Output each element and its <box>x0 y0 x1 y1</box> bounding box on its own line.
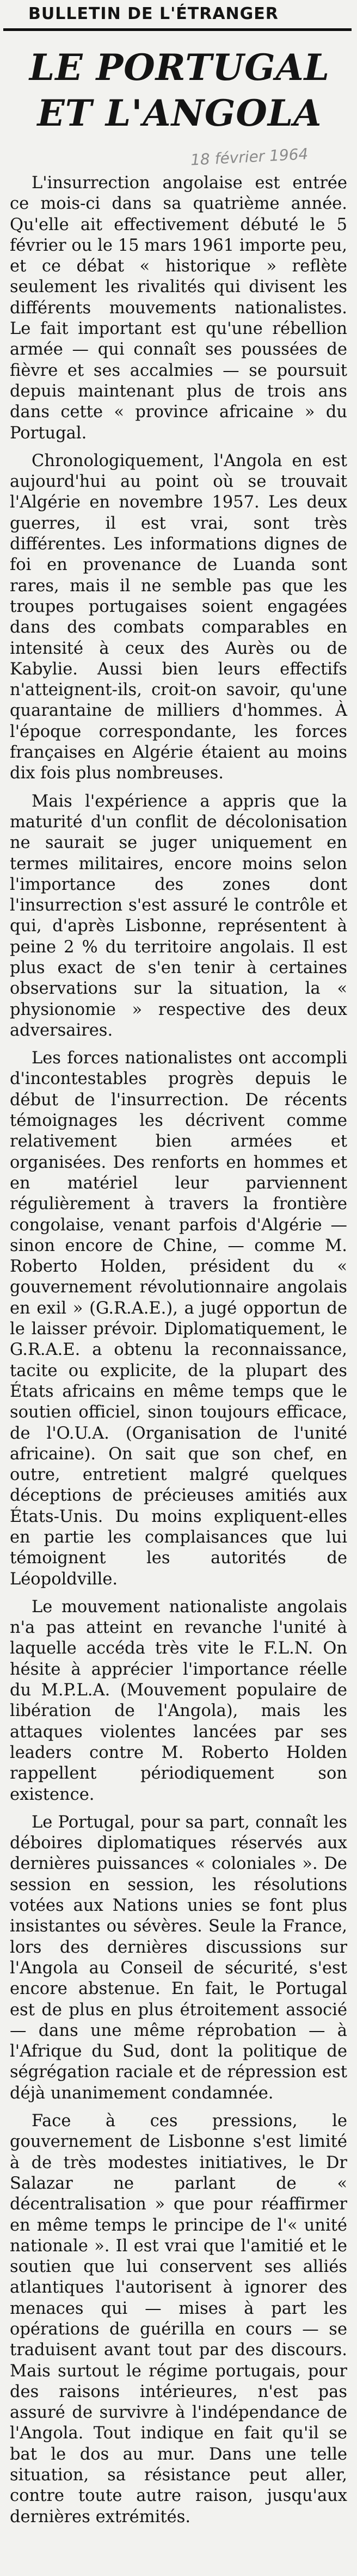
headline-line-1: LE PORTUGAL <box>29 46 330 89</box>
paragraph-3: Mais l'expérience a appris que la maturité d'un conflit de décolonisation ne saurait se juger uniquement en termes militaires, encore moins selon l'importance des zones dont l'insurrection s'est assuré le contrôle et qui, d'après Lisbonne, représentent à peine 2 % du territoire angolais. Il est plus exact de s'en tenir à certaines observations sur la situation, la « physionomie » respective des deux adversaires. <box>10 791 347 1040</box>
article-body <box>10 173 347 2535</box>
paragraph-2: Chronologiquement, l'Angola en est aujourd'hui au point où se trouvait l'Algérie en novembre 1957. Les deux guerres, il est vrai, sont très différentes. Les informations dignes de foi en provenance de Luanda sont rares, mais il ne semble pas que les troupes portugaises soient engagées dans des combats comparables en intensité à ceux des Aurès ou de Kabylie. Aussi bien leurs effectifs n'atteignent-ils, croit-on savoir, qu'une quarantaine de milliers d'hommes. À l'époque correspondante, les forces françaises en Algérie étaient au moins dix fois plus nombreuses. <box>10 451 347 783</box>
section-rubric: BULLETIN DE L'ÉTRANGER <box>28 4 279 23</box>
paragraph-6: Le Portugal, pour sa part, connaît les déboires diplomatiques réservés aux dernières puissances « coloniales ». De session en session, les résolutions votées aux Nations unies se font plus insistantes ou sévères. Seule la France, lors des dernières discussions sur l'Angola au Conseil de sécurité, s'est encore abstenue. En fait, le Portugal est de plus en plus étroitement associé — dans une même réprobation — à l'Afrique du Sud, dont la politique de ségrégation raciale et de répression est déjà unanimement condamnée. <box>10 1812 347 2103</box>
paragraph-1: L'insurrection angolaise est entrée ce mois-ci dans sa quatrième année. Qu'elle ait effectivement débuté le 5 février ou le 15 mars 1961 importe peu, et ce débat « historique » reflète seulement les rivalités qui divisent les différents mouvements nationalistes. Le fait important est qu'une rébellion armée — qui connaît ses poussées de fièvre et ses accalmies — se poursuit depuis maintenant plus de trois ans dans cette « province africaine » du Portugal. <box>10 174 347 443</box>
paragraph-4: Les forces nationalistes ont accompli d'incontestables progrès depuis le début de l'insurrection. De récents témoignages les décrivent comme relativement bien armées et organisées. Des renforts en hommes et en matériel leur parviennent régulièrement à travers la frontière congolaise, venant parfois d'Algérie — sinon encore de Chine, — comme M. Roberto Holden, président du « gouvernement révolutionnaire angolais en exil » (G.R.A.E.), a jugé opportun de le laisser prévoir. Diplomatiquement, le G.R.A.E. a obtenu la reconnaissance, tacite ou explicite, de la plupart des États africains en même temps que le soutien officiel, sinon toujours efficace, de l'O.U.A. (Organisation de l'unité africaine). On sait que son chef, en outre, entretient malgré quelques déceptions de précieuses amitiés aux États-Unis. Du moins expliquent-elles en partie les complaisances que lui témoignent les autorités de Léopoldville. <box>10 1049 347 1589</box>
paragraph-7: Face à ces pressions, le gouvernement de Lisbonne s'est limité à de très modestes initiatives, le Dr Salazar ne parlant de « décentralisation » que pour réaffirmer en même temps le principe de l'« unité nationale ». Il est vrai que l'amitié et le soutien que lui conservent ses alliés atlantiques l'autorisent à ignorer des menaces qui — mises à part les opérations de guérilla en cours — se traduisent avant tout par des discours. Mais surtout le régime portugais, pour des raisons intérieures, n'est pas assuré de survivre à l'indépendance de l'Angola. Tout indique en fait qu'il se bat le dos au mur. Dans une telle situation, sa résistance peut aller, contre toute autre raison, jusqu'aux dernières extrémités. <box>10 2111 347 2527</box>
rubric-rule <box>3 28 352 31</box>
handwritten-date-annotation: 18 février 1964 <box>190 145 309 169</box>
headline <box>11 45 348 136</box>
paragraph-5: Le mouvement nationaliste angolais n'a pas atteint en revanche l'unité à laquelle accéda très vite le F.L.N. On hésite à apprécier l'importance réelle du M.P.L.A. (Mouvement populaire de libération de l'Angola), mais les attaques violentes lancées par ses leaders contre M. Roberto Holden rappellent périodiquement son existence. <box>10 1597 347 1804</box>
headline-line-2: ET L'ANGOLA <box>37 92 322 134</box>
